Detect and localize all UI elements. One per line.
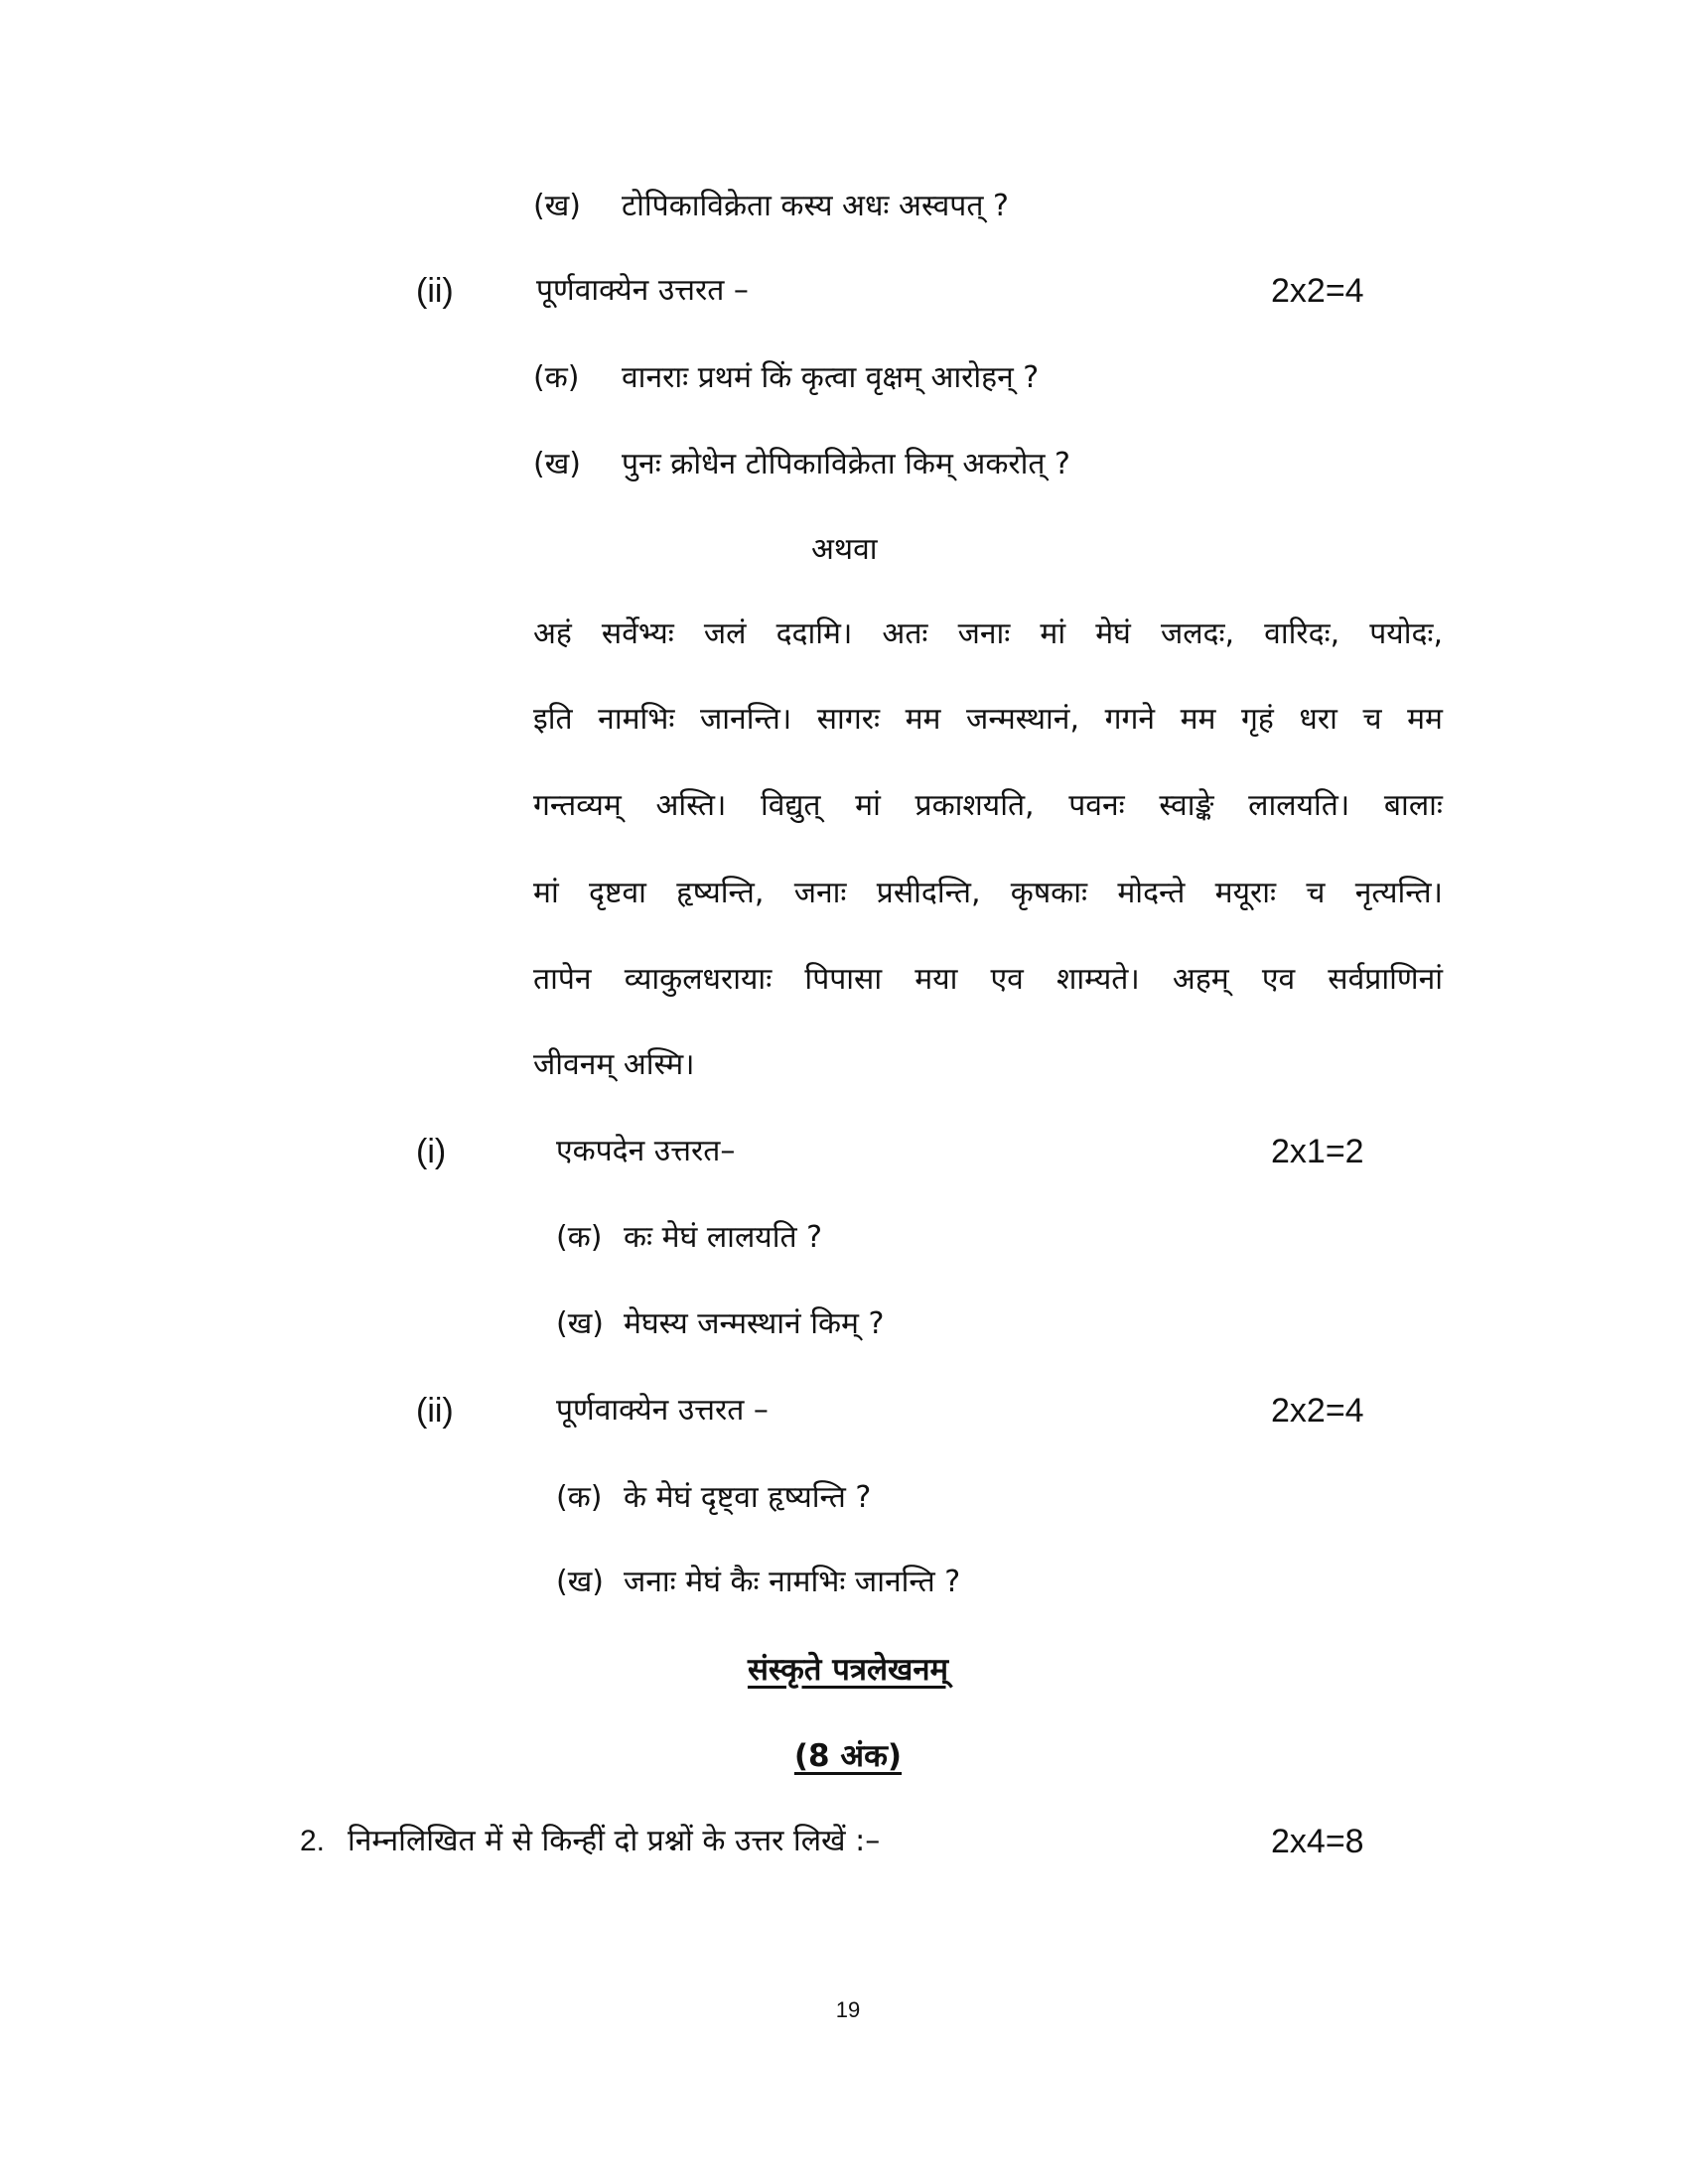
marks-label: 2x2=4 — [1271, 272, 1364, 310]
page-number: 19 — [835, 1997, 861, 2022]
section-marks — [0, 1736, 1688, 1776]
question-text: मेघस्य जन्मस्थानं किम् ? — [624, 1306, 885, 1341]
subquestion-instruction: एकपदेन उत्तरत– — [556, 1134, 736, 1168]
question-text: के मेघं दृष्ट्वा हृष्यन्ति ? — [624, 1480, 872, 1515]
passage-line: अहं सर्वेभ्यः जलं ददामि। अतः जनाः मां मेघं जलदः, वारिदः, पयोदः, — [533, 616, 1443, 651]
or-separator: अथवा — [811, 532, 878, 567]
item-label-kha: (ख) — [556, 1565, 604, 1599]
subquestion-number: (ii) — [416, 272, 454, 310]
item-label-ka: (क) — [556, 1220, 603, 1255]
question-instruction: निम्नलिखित में से किन्हीं दो प्रश्नों के उत्तर लिखें :– — [348, 1824, 881, 1858]
question-text: वानराः प्रथमं किं कृत्वा वृक्षम् आरोहन् ? — [622, 360, 1040, 395]
passage-line: इति नामभिः जानन्ति। सागरः मम जन्मस्थानं, गगने मम गृहं धरा च मम — [533, 702, 1443, 737]
question-text: पुनः क्रोधेन टोपिकाविक्रेता किम् अकरोत् ? — [622, 447, 1070, 481]
question-number: 2. — [300, 1825, 326, 1857]
marks-label: 2x1=2 — [1271, 1133, 1364, 1170]
item-label-ka: (क) — [556, 1480, 603, 1515]
subquestion-instruction: पूर्णवाक्येन उत्तरत – — [556, 1393, 769, 1428]
section-marks-label: (8 अंक) — [793, 1738, 903, 1774]
passage-line: जीवनम् अस्मि। — [533, 1047, 695, 1082]
question-text: जनाः मेघं कैः नामभिः जानन्ति ? — [624, 1565, 961, 1599]
passage-line: गन्तव्यम् अस्ति। विद्युत् मां प्रकाशयति, पवनः स्वाङ्के लालयति। बालाः — [533, 788, 1443, 823]
subquestion-number: (ii) — [416, 1392, 454, 1430]
subquestion-number: (i) — [416, 1133, 447, 1170]
item-label-ka: (क) — [533, 360, 580, 395]
question-text: टोपिकाविक्रेता कस्य अधः अस्वपत् ? — [622, 189, 1009, 223]
passage-line: मां दृष्टवा हृष्यन्ति, जनाः प्रसीदन्ति, कृषकाः मोदन्ते मयूराः च नृत्यन्ति। — [533, 876, 1443, 910]
section-heading-title: संस्कृते पत्रलेखनम् — [747, 1652, 949, 1688]
marks-label: 2x2=4 — [1271, 1392, 1364, 1430]
section-heading — [0, 1650, 1688, 1690]
subquestion-instruction: पूर्णवाक्येन उत्तरत – — [536, 273, 749, 308]
marks-label: 2x4=8 — [1271, 1823, 1364, 1860]
passage-line: तापेन व्याकुलधरायाः पिपासा मया एव शाम्यते। अहम् एव सर्वप्राणिनां — [533, 962, 1443, 997]
item-label-kha: (ख) — [533, 447, 581, 481]
question-text: कः मेघं लालयति ? — [624, 1220, 823, 1255]
item-label-kha: (ख) — [556, 1306, 604, 1341]
item-label-kha: (ख) — [533, 189, 581, 223]
